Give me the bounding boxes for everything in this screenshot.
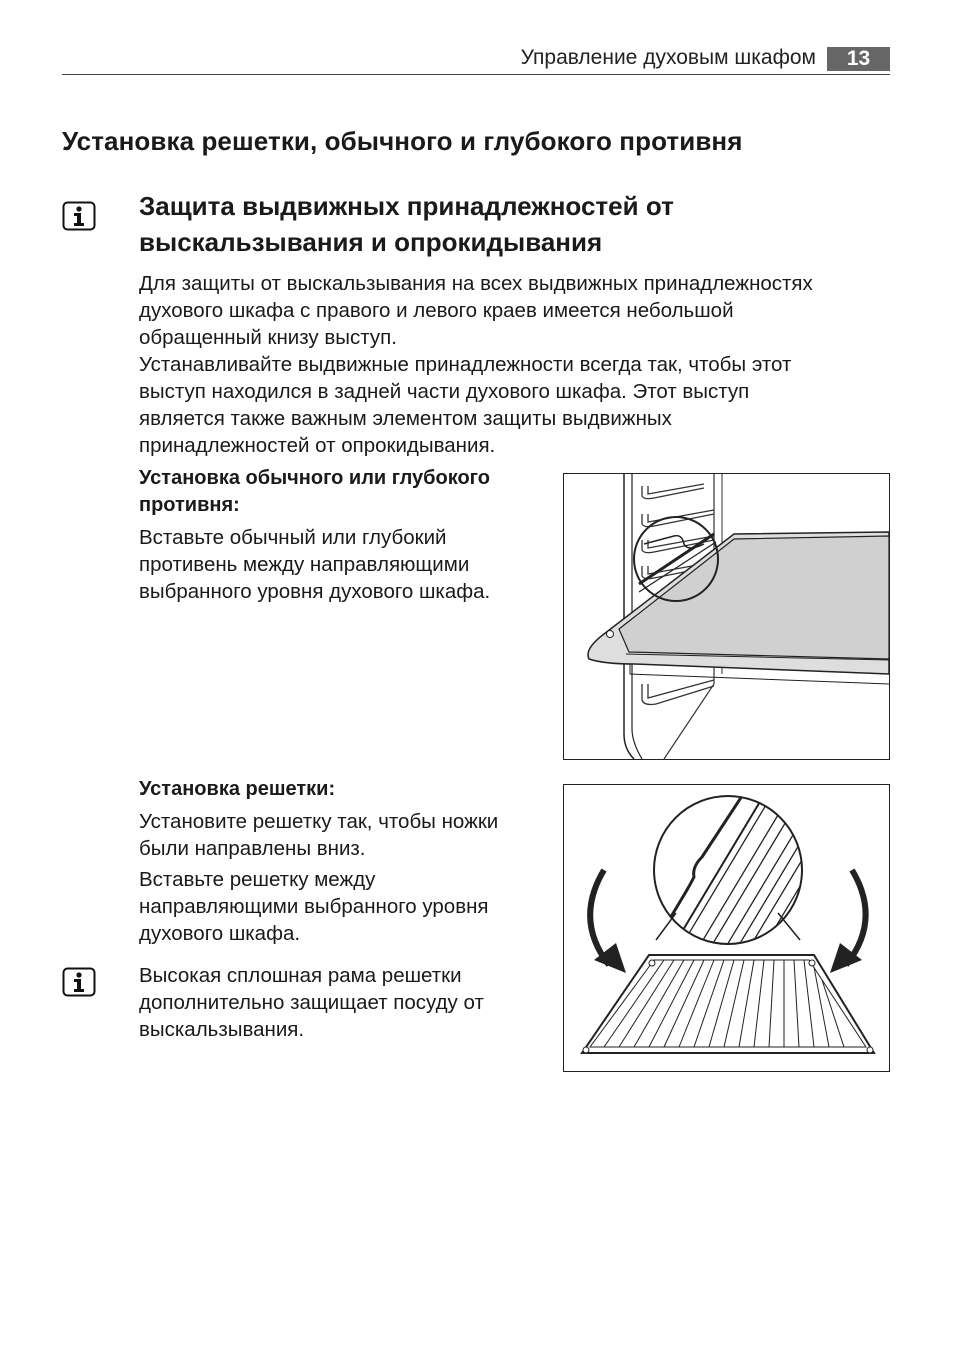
text-line: Вставьте решетку между bbox=[139, 868, 376, 891]
protection-heading bbox=[139, 188, 839, 260]
protection-heading-line1: Защита выдвижных принадлежностей от bbox=[139, 191, 674, 221]
tray-illustration bbox=[563, 473, 890, 760]
text-line: духового шкафа с правого и левого краев имеется небольшой bbox=[139, 299, 734, 322]
page-number: 13 bbox=[827, 47, 890, 71]
text-line: является также важным элементом защиты выдвижных bbox=[139, 407, 672, 430]
wire-rack-drawing bbox=[564, 785, 889, 1071]
text-line: Установка обычного или глубокого bbox=[139, 467, 490, 489]
text-line: выбранного уровня духового шкафа. bbox=[139, 580, 491, 603]
text-line: Высокая сплошная рама решетки bbox=[139, 964, 462, 987]
tray-heading bbox=[139, 465, 549, 519]
info-icon bbox=[62, 201, 96, 231]
text-line: Для защиты от выскальзывания на всех выдвижных принадлежностях bbox=[139, 272, 813, 295]
protection-paragraph-1 bbox=[139, 270, 889, 351]
text-line: выступ находился в задней части духового шкафа. Этот выступ bbox=[139, 380, 750, 403]
rack-note bbox=[139, 962, 549, 1043]
oven-tray-drawing bbox=[564, 474, 889, 759]
text-line: противень между направляющими bbox=[139, 553, 470, 576]
info-icon bbox=[62, 967, 96, 997]
text-line: принадлежностей от опрокидывания. bbox=[139, 434, 496, 457]
text-line: направляющими выбранного уровня bbox=[139, 895, 489, 918]
text-line: выскальзывания. bbox=[139, 1018, 305, 1041]
protection-paragraph-2 bbox=[139, 351, 889, 459]
text-line: Вставьте обычный или глубокий bbox=[139, 526, 447, 549]
text-line: обращенный книзу выступ. bbox=[139, 326, 397, 349]
rack-heading: Установка решетки: bbox=[139, 778, 336, 800]
text-line: противня: bbox=[139, 494, 240, 516]
text-line: дополнительно защищает посуду от bbox=[139, 991, 484, 1014]
rack-illustration bbox=[563, 784, 890, 1072]
text-line: Устанавливайте выдвижные принадлежности всегда так, чтобы этот bbox=[139, 353, 792, 376]
tray-instructions bbox=[139, 524, 549, 605]
text-line: духового шкафа. bbox=[139, 922, 301, 945]
page-title: Установка решетки, обычного и глубокого противня bbox=[62, 126, 743, 156]
header-divider bbox=[62, 74, 890, 75]
rack-instructions-1 bbox=[139, 808, 549, 862]
running-header-title: Управление духовым шкафом bbox=[520, 46, 816, 69]
rack-instructions-2 bbox=[139, 866, 549, 947]
text-line: были направлены вниз. bbox=[139, 837, 366, 860]
protection-heading-line2: выскальзывания и опрокидывания bbox=[139, 227, 603, 257]
text-line: Установите решетку так, чтобы ножки bbox=[139, 810, 499, 833]
